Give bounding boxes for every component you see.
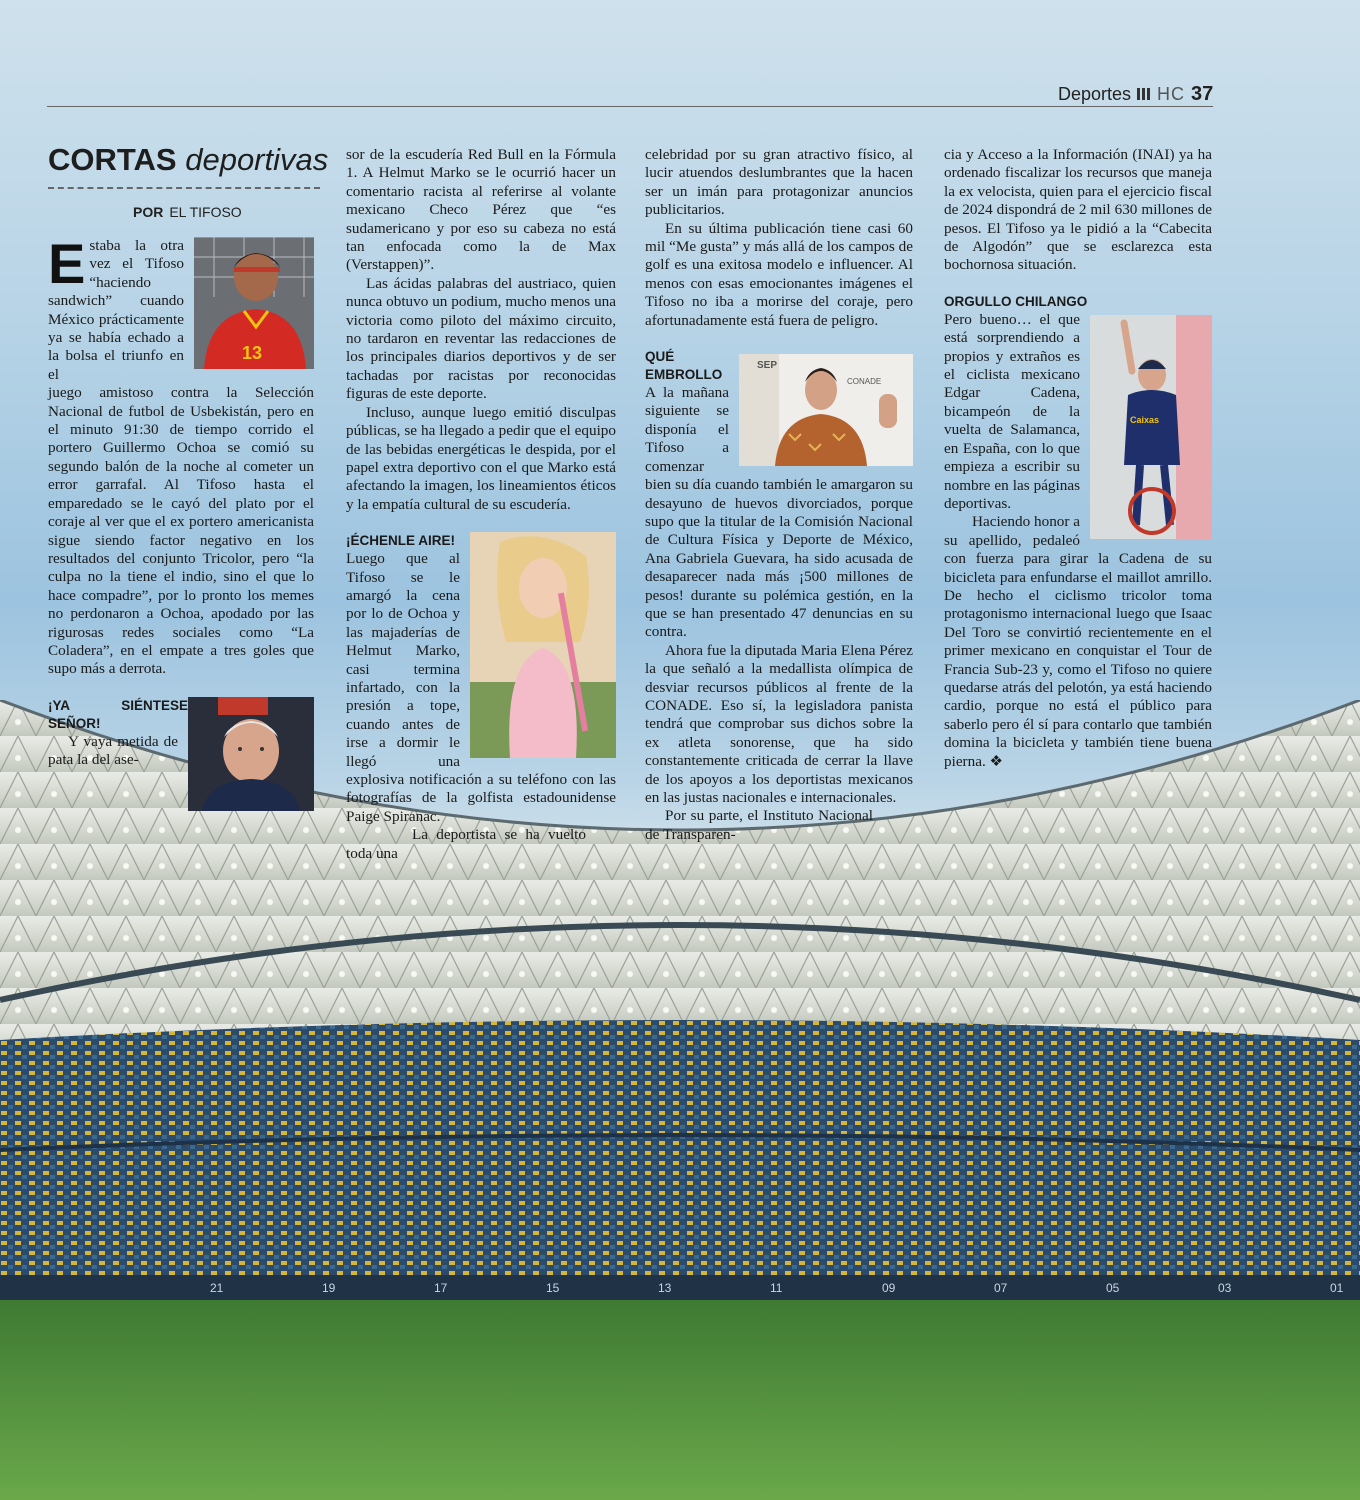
header-rule: [47, 106, 1213, 107]
title-rule: [48, 187, 320, 189]
article-column-1: [48, 232, 314, 815]
photo-ochoa: [194, 237, 314, 369]
sector-number: 19: [322, 1281, 336, 1295]
section-heading: ¡ÉCHENLE AIRE!: [346, 533, 456, 549]
paragraph: celebridad por su gran atractivo físico, al lucir atuendos deslumbrantes que la hacen ser un imán para protagonizar anuncios publicitarios.: [645, 146, 913, 219]
sector-number: 13: [658, 1281, 672, 1295]
paragraph: La deportista se ha vuelto toda una: [346, 826, 586, 862]
sector-number: 15: [546, 1281, 560, 1295]
page-number: 37: [1191, 82, 1214, 105]
byline-por: POR: [133, 204, 164, 220]
page-title: [48, 142, 329, 178]
section-heading: ORGULLO CHILANGO: [944, 293, 1088, 309]
byline-author: EL TIFOSO: [169, 204, 242, 220]
paragraph: En su última publicación tiene casi 60 mil “Me gusta” y más allá de los campos de golf es una exitosa modelo e influencer. Al menos con esas emocionantes imágenes el Tifoso no iba a morirse del coraje, pero afortunadamente está fuera de peligro.: [645, 219, 913, 329]
paragraph: sor de la escudería Red Bull en la Fórmula 1. A Helmut Marko se le ocurrió hacer un comentario racista al referirse al volante mexicano Checo Pérez que “es sudamericano y por eso su cabeza no está tan enfocada como la de Max (Verstappen)”.: [346, 146, 616, 274]
title-italic: deportivas: [185, 142, 329, 177]
paragraph: A la mañana siguiente se disponía el Tifoso a comenzar bien su día cuando también le amargaron su desayuno de huevos divorciados, porque supo que la titular de la Comisión Nacional de Cultura Física y Deporte de México, Ana Gabriela Guevara, ha sido acusada de desaparecer nada más ¡500 millones de pesos! durante su polémica gestión, en la que se han presentado 47 denuncias en su contra.: [645, 384, 913, 641]
banner-text-2: CONADE: [847, 377, 882, 387]
page-header: [1058, 82, 1213, 106]
paragraph: Incluso, aunque luego emitió disculpas públicas, se ha llegado a pedir que el equipo de las bebidas energéticas le despida, por el papel extra deportivo con el que Marko está afectando la imagen, los lineamientos éticos y la empatía cultural de su escudería.: [346, 403, 616, 513]
sector-number: 11: [770, 1281, 783, 1295]
sector-number: 03: [1218, 1281, 1232, 1295]
photo-ana-guevara: [739, 354, 913, 466]
paragraph: Luego que al Tifoso se le amargó la cena por lo de Ochoa y las majaderías de Helmut Marko, casi termina infartado, con la presión a tope, cuando antes de irse a dormir le llegó una explosiva notificación a su teléfono con las fotografías de la golfista estadounidense Paige Spiranac.: [346, 550, 616, 825]
section-name: Deportes: [1058, 83, 1132, 104]
paragraph: juego amistoso contra la Selección Nacional de futbol de Usbekistán, pero en el minuto 91:30 de tiempo corrido el portero Guillermo Ochoa se comió su segundo balón de la noche al cometer un error garrafal. Al Tifoso hasta el emparedado se le cayó del plato por el coraje al ver que el ex portero americanista sigue siendo factor negativo en los resultados del conjunto Tricolor, pero “la culpa no la tiene el indio, sino el que lo hace compadre”, por lo pronto los memes no perdonaron a Ochoa, apodado por las rigurosas redes sociales como “La Coladera”, en el empate a tres goles que supo más a derrota.: [48, 384, 314, 678]
photo-paige-spiranac: [470, 532, 616, 758]
sector-number: 07: [994, 1281, 1008, 1295]
photo-helmut-marko: [188, 697, 314, 811]
section-heading: ¡YA SIÉNTESE SEÑOR!: [48, 697, 188, 731]
paragraph: cia y Acceso a la Información (INAI) ya ha ordenado fiscalizar los recursos que maneja la ex velocista, quien para el ejercicio fiscal de 2024 dispondrá de 2 mil 630 millones de pesos. El Tifoso ya le pidió a la “Cabecita de Algodón” que se esclarezca esta bochornosa situación.: [944, 146, 1212, 274]
jersey-number: 13: [242, 343, 263, 363]
paragraph: Por su parte, el Instituto Nacional de Transparen-: [645, 807, 873, 843]
drop-cap: E: [48, 232, 86, 295]
article-column-3: [645, 146, 913, 844]
sector-number: 09: [882, 1281, 896, 1295]
sector-number: 21: [210, 1281, 224, 1295]
sector-number: 17: [434, 1281, 448, 1295]
section-heading: QUÉ EMBROLLO: [645, 349, 723, 383]
grid-icon: [1137, 88, 1151, 100]
article-column-4: [944, 146, 1212, 771]
title-bold: CORTAS: [48, 142, 177, 177]
paragraph: staba la otra vez el Tifoso “haciendo sandwich” cuando México prácticamente ya se había echado a la bolsa el triunfo en el: [48, 237, 184, 383]
photo-edgar-cadena: [1090, 315, 1212, 539]
paragraph: Haciendo honor a su apellido, pedaleó con fuerza para girar la Cadena de su bicicleta para enfundarse el maillot amrillo. De hecho el ciclismo tricolor toma protagonismo internacional luego que Isaac Del Toro se convirtió recientemente en el primer mexicano en conquistar el Tour de Francia Sub-23 y, como el Tifoso no quiere quedarse atrás del pelotón, ya está haciendo cardio, porque no está el público para saberlo pero él sí para contarlo que también domina la bicicleta y también tiene buena pierna. ❖: [944, 513, 1212, 770]
paragraph: Y vaya metida de pata la del ase-: [48, 732, 178, 769]
banner-text: SEP: [757, 360, 778, 372]
brand-mark: HC: [1157, 83, 1186, 104]
cyclist-jersey-text: Caixas: [1130, 414, 1160, 425]
byline: [133, 204, 242, 220]
paragraph: Ahora fue la diputada Maria Elena Pérez la que señaló a la medallista olímpica de desviar recursos públicos al frente de la CONADE. Eso sí, la legisladora panista tendrá que comprobar sus dichos sobre la ex atleta sonorense, que ha sido constantemente criticada de cerrar la llave de los apoyos a los deportistas mexicanos en las justas nacionales e internacionales.: [645, 641, 913, 806]
article-column-2: [346, 146, 616, 863]
paragraph: Las ácidas palabras del austriaco, quien nunca obtuvo un podium, mucho menos una victoria como piloto del máximo circuito, no tardaron en reventar las redacciones de los principales diarios deportivos y de ser tachadas por racistas por reconocidas figuras de este deporte.: [346, 274, 616, 403]
sector-number: 05: [1106, 1281, 1120, 1295]
paragraph: Pero bueno… el que está sorprendiendo a propios y extraños es el ciclista mexicano Edgar Cadena, bicampeón de la vuelta de Salamanca, en España, con lo que empieza a escribir su nombre en las páginas deportivas.: [944, 310, 1080, 512]
sector-number: 01: [1330, 1281, 1344, 1295]
